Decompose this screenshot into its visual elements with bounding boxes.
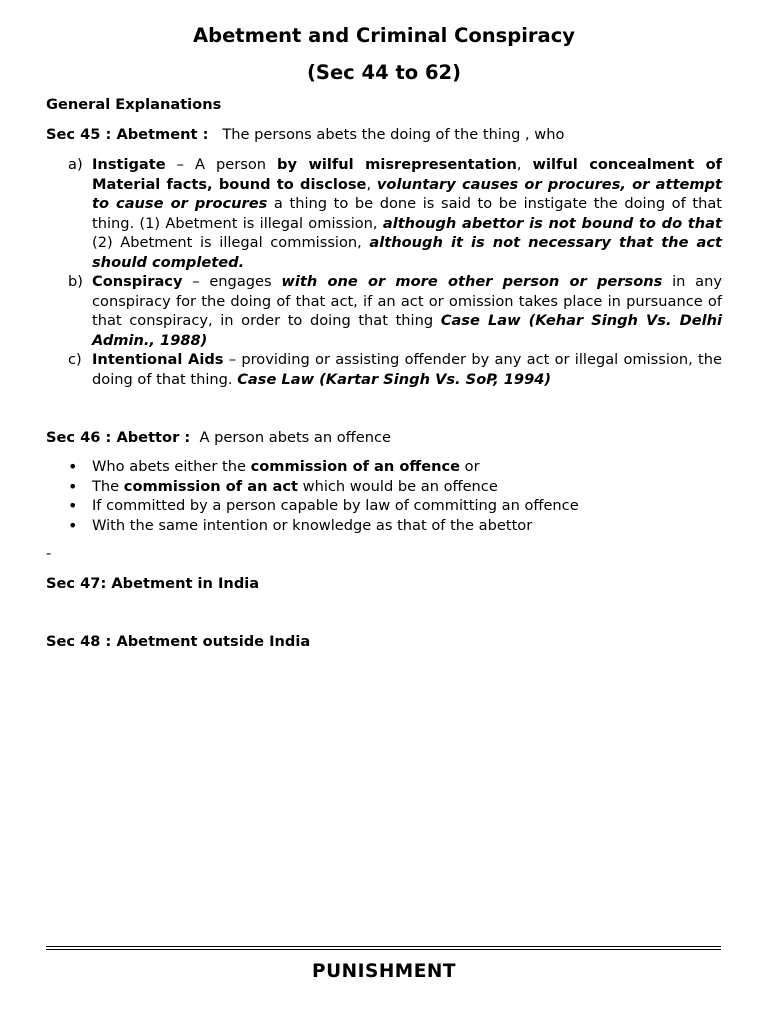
text-segment: a thing to be done is said to be instigate the doing of that thing. (1) Abetment is illegal omission, bbox=[92, 195, 722, 232]
bullet-text-post: or bbox=[460, 458, 480, 475]
text-segment: although it is not necessary that the act should completed. bbox=[92, 234, 722, 271]
text-segment: with one or more other person or persons bbox=[281, 273, 663, 290]
list-marker: c) bbox=[68, 351, 82, 368]
bullet-text-pre: If committed by a person capable by law of committing an offence bbox=[92, 497, 579, 515]
text-segment: by wilful misrepresentation bbox=[277, 156, 517, 173]
document-title: Abetment and Criminal Conspiracy bbox=[193, 24, 575, 47]
text-segment: , bbox=[516, 156, 533, 173]
bullet-text-pre: Who abets either the bbox=[92, 458, 251, 475]
text-segment: voluntary causes or procures, or attempt to cause or procures bbox=[92, 175, 722, 212]
text-segment: Case Law (Kartar Singh Vs. SoP, 1994) bbox=[237, 370, 552, 388]
sec45-line bbox=[46, 126, 564, 143]
list-marker: b) bbox=[68, 273, 83, 290]
sec45-item bbox=[46, 155, 722, 272]
sec46-heading: Sec 46 : Abettor : bbox=[46, 429, 191, 446]
general-explanations-heading: General Explanations bbox=[46, 96, 222, 113]
bullet-item bbox=[46, 516, 722, 536]
bullet-dot-icon: • bbox=[68, 515, 78, 535]
text-segment: – providing or assisting offender by any act or illegal omission, the doing of that thing. bbox=[92, 351, 722, 388]
sec45-item bbox=[46, 272, 722, 350]
text-segment: Conspiracy bbox=[92, 273, 183, 290]
sec46-bullet-list bbox=[46, 457, 722, 535]
text-segment: Intentional Aids bbox=[92, 351, 224, 368]
sec48-heading: Sec 48 : Abetment outside India bbox=[46, 633, 311, 650]
text-segment: Case Law (Kehar Singh Vs. Delhi Admin., 1988) bbox=[92, 312, 722, 349]
bullet-text-post: which would be an offence bbox=[298, 477, 498, 495]
bullet-item bbox=[46, 496, 722, 516]
text-segment: in any conspiracy for the doing of that act, if an act or omission takes place in pursuance of that conspiracy, in order to doing that thing bbox=[92, 273, 722, 329]
text-segment: – A person bbox=[165, 156, 278, 173]
text-segment: wilful concealment of Material facts, bound to disclose bbox=[92, 156, 723, 193]
bullet-dot-icon: • bbox=[68, 457, 78, 476]
sec45-intro: The persons abets the doing of the thing , who bbox=[222, 126, 565, 143]
separator-dash: - bbox=[46, 545, 52, 562]
sec46-line bbox=[46, 429, 391, 446]
list-marker: a) bbox=[68, 156, 83, 173]
sec45-item bbox=[46, 350, 722, 389]
bullet-text-pre: With the same intention or knowledge as that of the abettor bbox=[92, 516, 533, 534]
text-segment: (2) Abetment is illegal commission, bbox=[92, 234, 370, 251]
document-subtitle: (Sec 44 to 62) bbox=[306, 61, 461, 84]
bullet-text-bold: commission of an act bbox=[123, 477, 299, 495]
bullet-item bbox=[46, 457, 722, 477]
sec45-heading: Sec 45 : Abetment : bbox=[46, 126, 209, 143]
sec46-intro: A person abets an offence bbox=[199, 429, 391, 446]
text-segment: – engages bbox=[182, 273, 282, 290]
sec45-item-list bbox=[46, 155, 722, 389]
bullet-dot-icon: • bbox=[68, 476, 78, 496]
punishment-heading: PUNISHMENT bbox=[312, 961, 456, 982]
footer-rule-bottom bbox=[46, 949, 721, 950]
footer-rule-top bbox=[46, 946, 721, 947]
text-segment: Instigate bbox=[92, 156, 166, 173]
bullet-dot-icon: • bbox=[68, 496, 78, 516]
text-segment: although abettor is not bound to do that bbox=[382, 214, 722, 232]
sec47-heading: Sec 47: Abetment in India bbox=[46, 575, 260, 592]
bullet-item bbox=[46, 477, 722, 497]
text-segment: , bbox=[366, 175, 377, 193]
bullet-text-bold: commission of an offence bbox=[250, 458, 461, 475]
bullet-text-pre: The bbox=[92, 477, 124, 495]
